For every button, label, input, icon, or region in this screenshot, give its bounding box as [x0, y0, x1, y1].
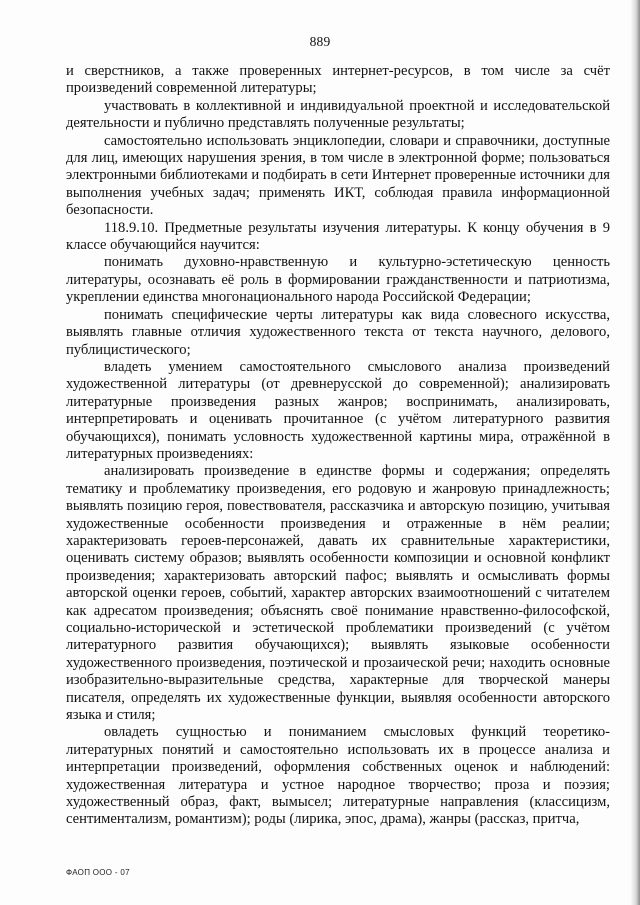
paragraph: овладеть сущностью и пониманием смысловых функций теоретико-литературных понятий и самостоятельно использовать их в процессе анализа и интерпретации произведений, оформления собственных оценок и наблюдений: художественная литература и устное народное творчество; проза и поэзия; художественный образ, факт, вымысел; литературные направления (классицизм, сентиментализм, романтизм); роды (лирика, эпос, драма), жанры (рассказ, притча, — [66, 724, 610, 828]
paragraph: самостоятельно использовать энциклопедии, словари и справочники, доступные для лиц, имеющих нарушения зрения, в том числе в электронной форме; пользоваться электронными библиотеками и подбирать в сети Интернет проверенные источники для выполнения учебных задач; применять ИКТ, соблюдая правила информационной безопасности. — [66, 132, 610, 219]
footer-document-code: ФАОП ООО - 07 — [66, 868, 130, 877]
scan-page-edge — [630, 0, 640, 905]
paragraph: участвовать в коллективной и индивидуальной проектной и исследовательской деятельности и публично представлять полученные результаты; — [66, 97, 610, 132]
paragraph: и сверстников, а также проверенных интернет-ресурсов, в том числе за счёт произведений современной литературы; — [66, 63, 610, 97]
paragraph: 118.9.10. Предметные результаты изучения литературы. К концу обучения в 9 классе обучающийся научится: — [66, 219, 610, 254]
paragraph: владеть умением самостоятельного смыслового анализа произведений художественной литературы (от древнерусской до современной); анализировать литературные произведения разных жанров; воспринимать, анализировать, интерпретировать и оценивать прочитанное (с учётом литературного развития обучающихся), понимать условность художественной картины мира, отражённой в литературных произведениях: — [66, 358, 610, 462]
document-body — [66, 63, 610, 829]
paragraph: понимать духовно-нравственную и культурно-эстетическую ценность литературы, осознавать её роль в формировании гражданственности и патриотизма, укреплении единства многонационального народа Российской Федерации; — [66, 254, 610, 306]
paragraph: понимать специфические черты литературы как вида словесного искусства, выявлять главные отличия художественного текста от текста научного, делового, публицистического; — [66, 306, 610, 358]
paragraph: анализировать произведение в единстве формы и содержания; определять тематику и проблематику произведения, его родовую и жанровую принадлежность; выявлять позицию героя, повествователя, рассказчика и авторскую позицию, учитывая художественные особенности произведения и отраженные в нём реалии; характеризовать героев-персонажей, давать их сравнительные характеристики, оценивать систему образов; выявлять особенности композиции и основной конфликт произведения; характеризовать авторский пафос; выявлять и осмысливать формы авторской оценки героев, событий, характер авторских взаимоотношений с читателем как адресатом произведения; объяснять своё понимание нравственно-философской, социально-исторической и эстетической проблематики произведений (с учётом литературного развития обучающихся); выявлять языковые особенности художественного произведения, поэтической и прозаической речи; находить основные изобразительно-выразительные средства, характерные для творческой манеры писателя, определять их художественные функции, выявляя особенности авторского языка и стиля; — [66, 463, 610, 724]
page-number: 889 — [309, 34, 331, 49]
